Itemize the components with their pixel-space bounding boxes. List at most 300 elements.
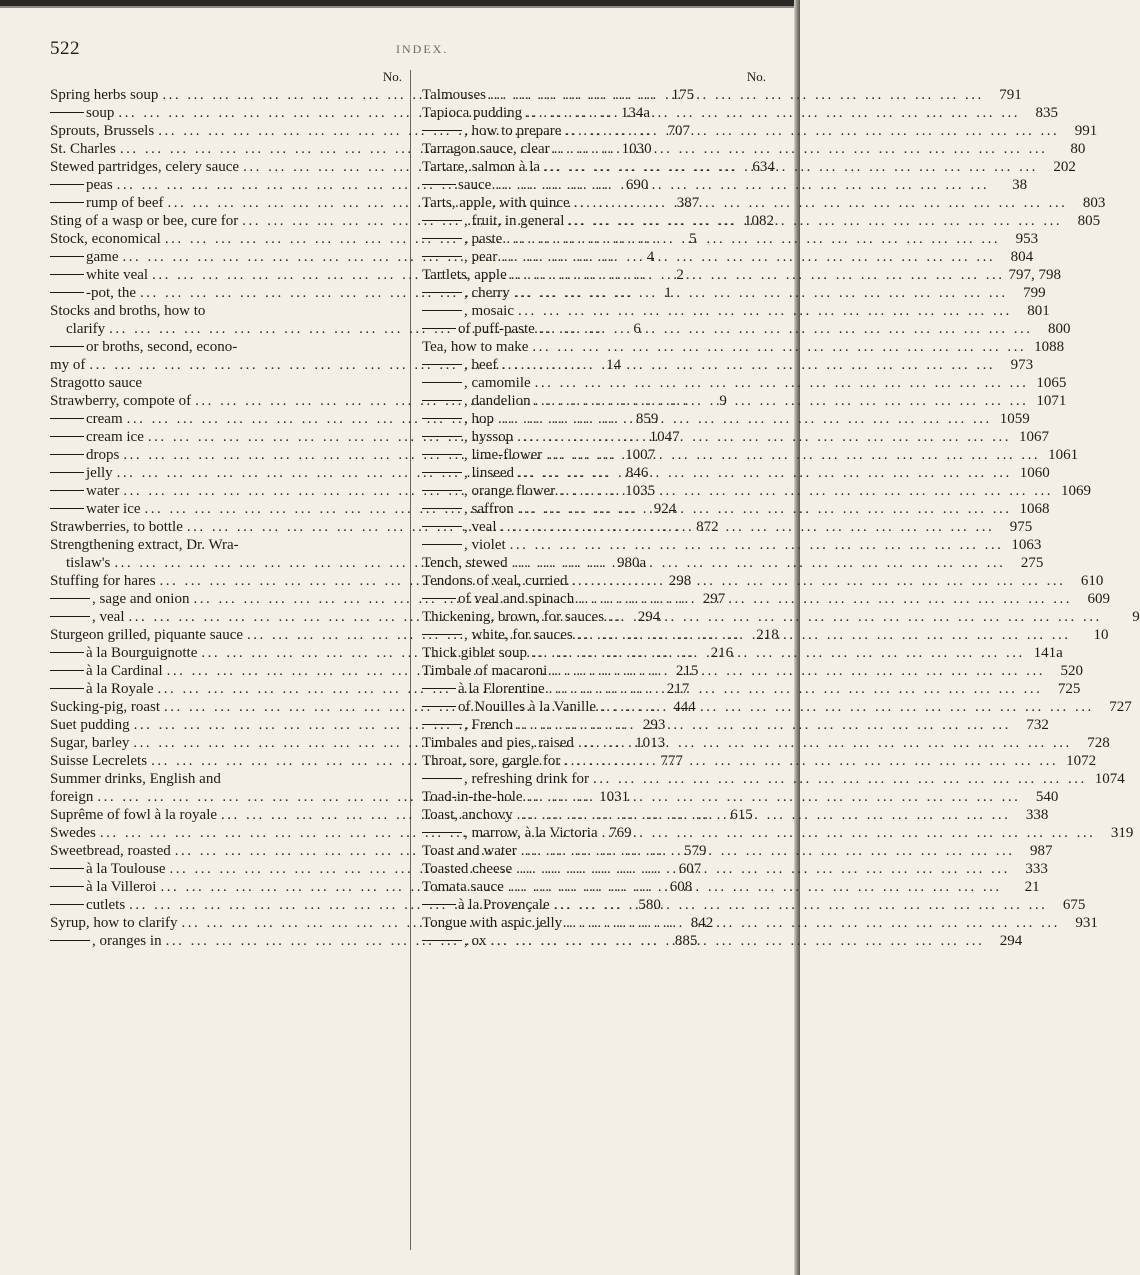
entry-text: , pear	[464, 249, 498, 265]
entry-text: -pot, the	[86, 285, 136, 301]
entry-number: 1074	[1094, 771, 1125, 787]
index-entry	[50, 338, 402, 356]
entry-text: , beef	[464, 357, 498, 373]
entry-number: 9	[719, 393, 727, 409]
index-entry	[422, 806, 1049, 824]
dot-leader	[531, 374, 1033, 392]
entry-number: 217	[666, 681, 690, 697]
entry-number: 980a	[616, 555, 647, 571]
entry-number: 38	[1012, 177, 1028, 193]
index-entry	[422, 860, 1048, 878]
entry-number: 216	[710, 645, 734, 661]
ditto-dash	[50, 436, 84, 437]
entry-text: Tapioca pudding	[422, 105, 523, 121]
entry-text: Strawberry, compote of	[50, 393, 192, 409]
dot-leader	[514, 500, 1016, 518]
dot-leader	[494, 410, 996, 428]
entry-text: , cherry	[464, 285, 510, 301]
index-entry	[422, 554, 1044, 572]
entry-number: 1013	[635, 735, 666, 751]
entry-text: , veal	[464, 519, 497, 535]
ditto-dash	[50, 940, 90, 941]
index-entry	[422, 500, 1050, 518]
ditto-dash	[422, 364, 462, 365]
entry-text: , hop	[464, 411, 494, 427]
entry-text: cream ice	[86, 429, 144, 445]
entry-text: Tea, how to make	[422, 339, 529, 355]
entry-number: 953	[1015, 231, 1039, 247]
entry-text: , white, for sauces	[464, 627, 573, 643]
entry-number: 297	[702, 591, 726, 607]
dot-leader	[496, 518, 998, 536]
entry-text: Syrup, how to clarify	[50, 915, 178, 931]
dot-leader	[547, 662, 1049, 680]
ditto-dash	[50, 202, 84, 203]
index-entry	[422, 770, 1125, 788]
entry-number: 859	[635, 411, 659, 427]
index-entry	[50, 770, 402, 788]
entry-number: 797, 798	[1008, 267, 1061, 283]
entry-text: , hyssop	[464, 429, 514, 445]
ditto-dash	[422, 634, 462, 635]
entry-text: , orange flower	[464, 483, 556, 499]
entry-number: 885	[674, 933, 698, 949]
entry-number: 80	[1070, 141, 1086, 157]
index-entry	[422, 680, 1081, 698]
entry-text: Talmouses	[422, 87, 486, 103]
entry-text: , oranges in	[92, 933, 162, 949]
entry-number: 805	[1077, 213, 1101, 229]
index-entry	[422, 302, 1050, 320]
dot-leader	[510, 284, 1012, 302]
entry-text: Strengthening extract, Dr. Wra-	[50, 537, 239, 553]
entry-number: 540	[1035, 789, 1059, 805]
index-entry	[422, 644, 1063, 662]
ditto-dash	[422, 256, 462, 257]
ditto-dash	[422, 310, 462, 311]
index-entry	[422, 410, 1030, 428]
entry-number: 732	[1026, 717, 1049, 733]
entry-number: 634	[752, 159, 775, 175]
entry-number: 294	[637, 609, 661, 625]
ditto-dash	[422, 418, 462, 419]
entry-text: , mosaic	[464, 303, 514, 319]
entry-number: 931	[1075, 915, 1098, 931]
entry-text: Sting of a wasp or bee, cure for	[50, 213, 239, 229]
dot-leader	[550, 140, 1052, 158]
entry-number: 202	[1053, 159, 1076, 175]
entry-text: , linseed	[464, 465, 514, 481]
ditto-dash	[422, 130, 462, 131]
column-header	[422, 68, 766, 86]
entry-number: 218	[756, 627, 779, 643]
entry-text: Tarts, apple, with quince	[422, 195, 570, 211]
index-entry	[422, 518, 1033, 536]
entry-text: game	[86, 249, 119, 265]
dot-leader	[561, 122, 1063, 140]
entry-number: 1059	[999, 411, 1030, 427]
entry-number: 777	[660, 753, 683, 769]
entry-number: 707	[667, 123, 690, 139]
entry-number: 141a	[1033, 645, 1063, 661]
entry-text: of veal and spinach	[458, 591, 575, 607]
dot-leader	[574, 734, 1076, 752]
index-entry	[50, 374, 402, 392]
entry-text: soup	[86, 105, 115, 121]
entry-number: 973	[1010, 357, 1034, 373]
entry-text: drops	[86, 447, 120, 463]
dot-leader	[528, 338, 1030, 356]
dot-leader	[497, 356, 999, 374]
dot-leader	[512, 860, 1014, 878]
entry-text: of Nouilles à la Vanille	[458, 699, 597, 715]
entry-text: Tendons of veal, curried	[422, 573, 568, 589]
index-entry	[422, 608, 1140, 626]
entry-number: 298	[668, 573, 692, 589]
dot-leader	[506, 536, 1008, 554]
entry-text: Stocks and broths, how to	[50, 303, 206, 319]
index-entry	[422, 356, 1034, 374]
dot-leader	[540, 158, 1042, 176]
entry-number: 975	[1009, 519, 1033, 535]
ditto-dash	[422, 400, 462, 401]
ditto-dash	[50, 184, 84, 185]
index-entry	[422, 896, 1086, 914]
entry-text: Suet pudding	[50, 717, 130, 733]
entry-text: à la Florentine	[458, 681, 545, 697]
entry-number: 9	[1132, 609, 1140, 625]
entry-number: 1082	[744, 213, 775, 229]
entry-text: Suisse Lecrelets	[50, 753, 148, 769]
ditto-dash	[50, 256, 84, 257]
entry-text: Timbale of macaroni	[422, 663, 548, 679]
dot-leader	[504, 878, 1006, 896]
ditto-dash	[50, 652, 84, 653]
entry-text: , dandelion	[464, 393, 531, 409]
dot-leader	[604, 608, 1106, 626]
dot-leader	[491, 176, 993, 194]
index-entry	[422, 248, 1034, 266]
ditto-dash	[50, 508, 84, 509]
dot-leader	[502, 230, 1004, 248]
entry-text: peas	[86, 177, 113, 193]
entry-text: Summer drinks, English and	[50, 771, 221, 787]
dot-leader	[507, 266, 1009, 284]
entry-number: 275	[1020, 555, 1044, 571]
dot-leader	[527, 644, 1029, 662]
entry-number: 1	[664, 285, 672, 301]
entry-text: Sprouts, Brussels	[50, 123, 155, 139]
entry-number: 615	[730, 807, 753, 823]
entry-text: , paste	[464, 231, 503, 247]
dot-leader	[542, 446, 1044, 464]
dot-leader	[513, 716, 1015, 734]
ditto-dash	[422, 454, 462, 455]
ditto-dash	[50, 598, 90, 599]
ditto-dash	[50, 490, 84, 491]
entry-text: Spring herbs soup	[50, 87, 159, 103]
entry-text: à la Royale	[86, 681, 154, 697]
entry-number: 607	[678, 861, 702, 877]
dot-leader	[514, 302, 1016, 320]
dot-leader	[545, 680, 1047, 698]
entry-number: 10	[1093, 627, 1109, 643]
entry-number: 4	[646, 249, 655, 265]
entry-text: clarify	[66, 321, 106, 337]
dot-leader	[560, 752, 1062, 770]
dot-leader	[486, 86, 988, 104]
entry-number: 769	[609, 825, 632, 841]
entry-number: 333	[1025, 861, 1048, 877]
ditto-dash	[422, 526, 462, 527]
index-entry	[422, 158, 1076, 176]
no-label: No.	[382, 69, 402, 84]
index-entry	[422, 392, 1067, 410]
ditto-dash	[50, 454, 84, 455]
dot-leader	[570, 194, 1072, 212]
entry-number: 725	[1057, 681, 1081, 697]
page-number: 522	[50, 38, 80, 59]
index-entry	[422, 266, 1061, 284]
index-entry	[422, 788, 1059, 806]
entry-number: 5	[689, 231, 697, 247]
ditto-dash	[422, 832, 462, 833]
ditto-dash	[50, 904, 84, 905]
entry-number: 387	[676, 195, 700, 211]
index-entry	[50, 536, 402, 554]
ditto-dash	[422, 238, 462, 239]
entry-number: 1068	[1019, 501, 1050, 517]
entry-number: 1061	[1048, 447, 1079, 463]
entry-text: Timbales and pies, raised	[422, 735, 574, 751]
entry-text: , fruit, in general	[464, 213, 565, 229]
entry-text: Tartlets, apple	[422, 267, 507, 283]
dot-leader	[574, 590, 1076, 608]
entry-number: 987	[1030, 843, 1053, 859]
index-entry	[422, 230, 1039, 248]
index-entry	[422, 932, 1023, 950]
entry-number: 14	[606, 357, 622, 373]
entry-text: jelly	[86, 465, 113, 481]
dot-leader	[535, 320, 1037, 338]
entry-text: , violet	[464, 537, 506, 553]
index-entry	[422, 446, 1079, 464]
entry-text: , marrow, à la Victoria	[464, 825, 598, 841]
entry-text: Sucking-pig, roast	[50, 699, 160, 715]
index-entry	[422, 716, 1049, 734]
dot-leader	[522, 104, 1024, 122]
entry-number: 803	[1082, 195, 1106, 211]
dot-leader	[517, 842, 1019, 860]
entry-text: à la Bourguignotte	[86, 645, 198, 661]
column-header	[50, 68, 402, 86]
ditto-dash	[422, 292, 462, 293]
index-entry	[422, 464, 1050, 482]
ditto-dash	[50, 472, 84, 473]
entry-number: 1063	[1011, 537, 1042, 553]
entry-text: , camomile	[464, 375, 531, 391]
entry-number: 520	[1060, 663, 1084, 679]
index-entry	[422, 122, 1098, 140]
dot-leader	[564, 212, 1066, 230]
index-entry	[422, 572, 1104, 590]
entry-number: 1088	[1034, 339, 1065, 355]
entry-number: 1035	[625, 483, 656, 499]
ditto-dash	[422, 940, 462, 941]
entry-number: 134a	[620, 105, 651, 121]
entry-text: Tongue with aspic jelly	[422, 915, 563, 931]
entry-number: 799	[1023, 285, 1046, 301]
index-entry	[422, 842, 1053, 860]
entry-number: 1030	[621, 141, 652, 157]
entry-text: water ice	[86, 501, 141, 517]
ditto-dash	[422, 472, 462, 473]
index-entry	[422, 662, 1084, 680]
entry-number: 1065	[1036, 375, 1067, 391]
page-header	[50, 38, 750, 60]
entry-text: Tartare, salmon à la	[422, 159, 541, 175]
index-entry	[422, 374, 1067, 392]
entry-number: 610	[1080, 573, 1104, 589]
entry-number: 609	[1087, 591, 1110, 607]
entry-number: 6	[633, 321, 641, 337]
ditto-dash	[50, 292, 84, 293]
entry-text: Suprême of fowl à la royale	[50, 807, 218, 823]
entry-number: 319	[1110, 825, 1134, 841]
dot-leader	[523, 788, 1025, 806]
ditto-dash	[422, 598, 456, 599]
ditto-dash	[50, 112, 84, 113]
entry-number: 608	[669, 879, 693, 895]
entry-text: , ox	[464, 933, 487, 949]
entry-text: Tarragon sauce, clear	[422, 141, 550, 157]
entry-text: Thick giblet soup	[422, 645, 527, 661]
entry-text: rump of beef	[86, 195, 164, 211]
index-entry	[422, 428, 1049, 446]
index-entry	[422, 338, 1065, 356]
index-entry	[422, 698, 1132, 716]
entry-number: 804	[1010, 249, 1034, 265]
ditto-dash	[50, 616, 90, 617]
dot-leader	[514, 464, 1016, 482]
entry-text: Strawberries, to bottle	[50, 519, 183, 535]
entry-text: Stewed partridges, celery sauce	[50, 159, 240, 175]
ditto-dash	[50, 688, 84, 689]
dot-leader	[555, 482, 1057, 500]
ditto-dash	[422, 544, 462, 545]
index-entry	[422, 878, 1040, 896]
entry-number: 800	[1048, 321, 1071, 337]
ditto-dash	[50, 886, 84, 887]
entry-text: tislaw's	[66, 555, 111, 571]
dot-leader	[508, 554, 1010, 572]
entry-number: 338	[1025, 807, 1049, 823]
index-entry	[422, 536, 1042, 554]
ditto-dash	[422, 688, 456, 689]
entry-text: , how to prepare	[464, 123, 562, 139]
entry-number: 215	[675, 663, 699, 679]
ditto-dash	[50, 868, 84, 869]
dot-leader	[497, 248, 999, 266]
entry-text: Thickening, brown, for sauces	[422, 609, 605, 625]
ditto-dash	[422, 508, 462, 509]
entry-number: 846	[625, 465, 649, 481]
ditto-dash	[50, 346, 84, 347]
dot-leader	[596, 698, 1098, 716]
entry-number: 675	[1062, 897, 1086, 913]
entry-text: Toasted cheese	[422, 861, 513, 877]
index-entry	[422, 320, 1071, 338]
entry-number: 579	[684, 843, 707, 859]
entry-number: 801	[1027, 303, 1050, 319]
entry-text: white veal	[86, 267, 149, 283]
entry-number: 835	[1035, 105, 1058, 121]
ditto-dash	[50, 670, 84, 671]
index-entry	[422, 86, 1022, 104]
index-entry	[422, 140, 1086, 158]
ditto-dash	[422, 490, 462, 491]
no-label: No.	[746, 69, 766, 84]
entry-text: , refreshing drink for	[464, 771, 589, 787]
entry-text: Swedes	[50, 825, 96, 841]
ditto-dash	[422, 436, 462, 437]
dot-leader	[513, 428, 1015, 446]
dot-leader	[589, 770, 1091, 788]
ditto-dash	[422, 724, 462, 725]
entry-text: , veal	[92, 609, 125, 625]
entry-text: water	[86, 483, 120, 499]
running-head: INDEX.	[396, 42, 449, 56]
entry-number: 924	[653, 501, 677, 517]
dot-leader	[487, 932, 989, 950]
entry-text: or broths, second, econo-	[86, 339, 238, 355]
index-entry	[422, 734, 1110, 752]
index-entry	[422, 824, 1134, 842]
entry-text: Sugar, barley	[50, 735, 130, 751]
ditto-dash	[50, 274, 84, 275]
index-entry	[422, 752, 1097, 770]
entry-text: of puff-paste	[458, 321, 535, 337]
ditto-dash	[422, 706, 456, 707]
ditto-dash	[50, 418, 84, 419]
dot-leader	[568, 572, 1070, 590]
entry-text: Toast, anchovy	[422, 807, 513, 823]
entry-number: 1031	[599, 789, 630, 805]
entry-text: sauce	[458, 177, 492, 193]
dot-leader	[562, 914, 1064, 932]
ditto-dash	[422, 220, 462, 221]
entry-text: , French	[464, 717, 514, 733]
ditto-dash	[422, 904, 456, 905]
ditto-dash	[422, 328, 456, 329]
ditto-dash	[422, 778, 462, 779]
entry-text: Toast and water	[422, 843, 517, 859]
entry-text: Toad-in-the-hole	[422, 789, 523, 805]
dot-leader	[573, 626, 1075, 644]
index-entry	[422, 590, 1110, 608]
entry-text: à la Villeroi	[86, 879, 157, 895]
entry-number: 580	[638, 897, 661, 913]
entry-number: 842	[690, 915, 714, 931]
entry-number: 991	[1074, 123, 1098, 139]
entry-text: my of	[50, 357, 86, 373]
entry-text: , sage and onion	[92, 591, 190, 607]
entry-number: 1067	[1018, 429, 1049, 445]
entry-text: Stuffing for hares	[50, 573, 156, 589]
entry-text: à la Toulouse	[86, 861, 166, 877]
index-entry	[422, 284, 1046, 302]
entry-number: 791	[999, 87, 1022, 103]
